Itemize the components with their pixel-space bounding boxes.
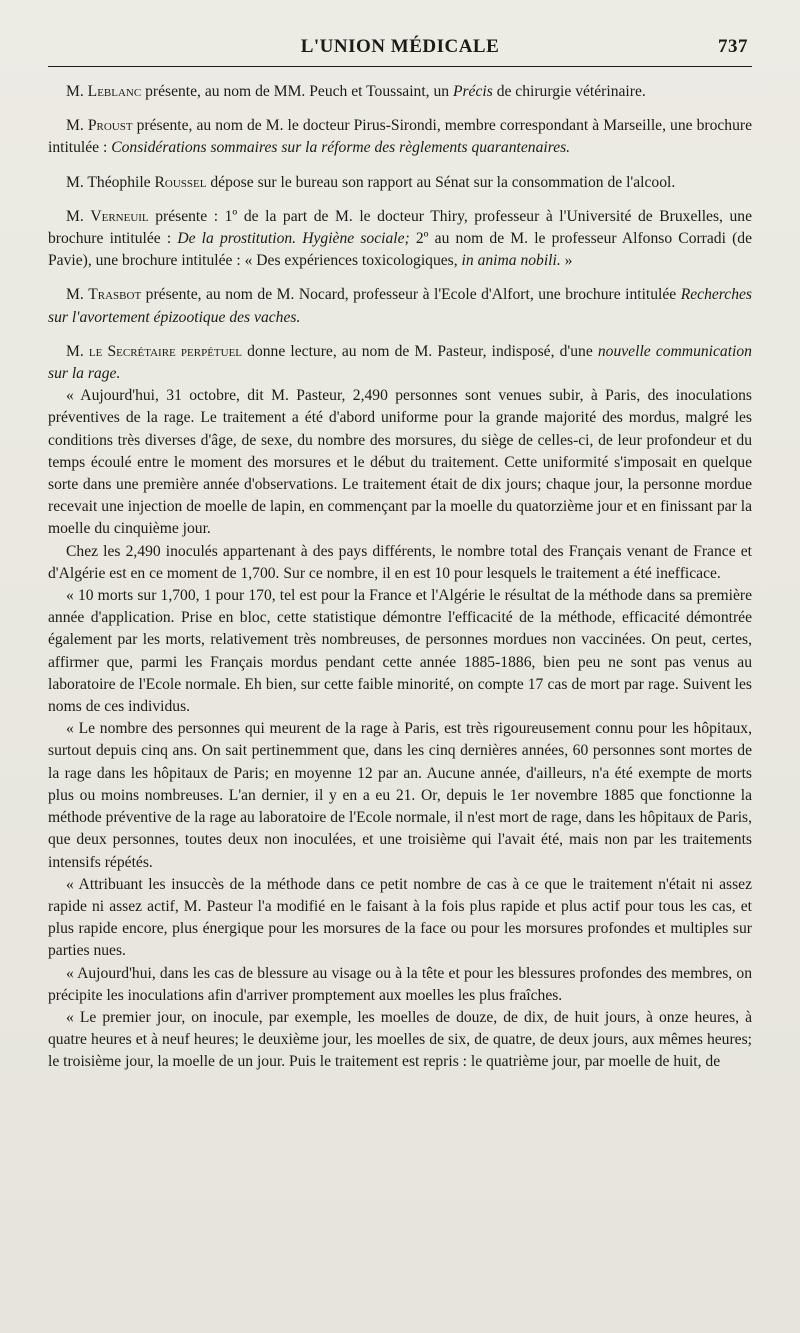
paragraph: « 10 morts sur 1,700, 1 pour 170, tel est pour la France et l'Algérie le résultat de la méthode dans sa première année d'application. Prise en bloc, cette statistique démontre l'efficacité de la méthode, efficacité démontrée également par les morts, relativement très nombreuses, de personnes mordues non vaccinées. On peut, certes, affirmer que, parmi les Français mordus pendant cette année 1885-1886, bien peu ne sont pas venus au laboratoire de l'Ecole normale. Eh bien, sur cette faible minorité, on compte 17 cas de mort par rage. Suivent les noms de ces individus. (48, 587, 752, 716)
paragraph: Chez les 2,490 inoculés appartenant à des pays différents, le nombre total des Français venant de France et d'Algérie est en ce moment de 1,700. Sur ce nombre, il en est 10 pour lesquels le traitement a été inefficace. (48, 542, 752, 582)
page-number: 737 (718, 36, 748, 57)
article-body (48, 81, 752, 1074)
header-rule (48, 66, 752, 67)
speaker-name: Trasbot (88, 286, 142, 304)
book-title: Recherches sur l'avortement épizootique des vaches. (48, 286, 752, 326)
journal-title: L'UNION MÉDICALE (300, 36, 500, 57)
running-header (48, 30, 752, 64)
book-title: in anima nobili. (461, 252, 561, 270)
paragraph: « Le nombre des personnes qui meurent de la rage à Paris, est très rigoureusement connu pour les hôpitaux, surtout depuis cinq ans. On sait pertinemment que, dans les cinq dernières années, 60 personnes sont mortes de la rage dans les hôpitaux de Paris; en moyenne 12 par an. Aucune année, d'ailleurs, n'a été exempte de morts plus ou moins nombreuses. L'an dernier, il y en a eu 21. Or, depuis le 1er novembre 1885 que fonctionne la méthode préventive de la rage au laboratoire de l'Ecole normale, il n'est mort de rage, dans les hôpitaux de Paris, que deux personnes, toutes deux non inoculées, et une troisième qui l'avait été, mais non par les traitements intensifs répétés. (48, 720, 752, 871)
book-title: De la prostitution. Hygiène sociale; (177, 230, 410, 248)
entry-leblanc: M. Leblanc présente, au nom de MM. Peuch et Toussaint, un Précis de chirurgie vétérinaire. (66, 83, 646, 100)
book-title: Précis (452, 83, 493, 100)
communication-title: nouvelle communication sur la rage. (48, 342, 752, 383)
paragraph: « Aujourd'hui, 31 octobre, dit M. Pasteur, 2,490 personnes sont venues subir, à Paris, des inoculations préventives de la rage. Le traitement a été d'abord uniforme pour la grande majorité des mordus, malgré les conditions très diverses d'âge, de sexe, du nombre des morsures, du siège de celles-ci, de leur profondeur et du temps écoulé entre le moment des morsures et le début du traitement. Cette uniformité s'imposait en quelque sorte dans une première année d'observations. Le traitement était de dix jours; chaque jour, la personne mordue recevait une injection de moelle de lapin, en commençant par la moelle du quatorzième jour et en finissant par la moelle du cinquième jour. (48, 387, 752, 538)
secretary-intro: M. le Secrétaire perpétuel donne lecture, au nom de M. Pasteur, indisposé, d'une nouvelle communication sur la rage. (48, 342, 752, 383)
speaker-name: Verneuil (90, 207, 149, 225)
paragraph: « Le premier jour, on inocule, par exemple, les moelles de douze, de dix, de huit jours, à onze heures, à quatre heures et à neuf heures; le deuxième jour, les moelles de six, de quatre, de deux jours, aux mêmes heures; le troisième jour, la moelle de un jour. Puis le traitement est repris : le quatrième jour, par moelle de huit, de (48, 1008, 752, 1071)
entry-verneuil: M. Verneuil présente : 1º de la part de M. le docteur Thiry, professeur à l'Université de Bruxelles, une brochure intitulée : De la prostitution. Hygiène sociale; 2º au nom de M. le professeur Alfonso Corradi (de Pavie), une brochure intitulée : « Des expériences toxicologiques, in anima nobili. » (48, 207, 752, 270)
entry-roussel: M. Théophile Roussel dépose sur le bureau son rapport au Sénat sur la consommation de l'alcool. (66, 173, 676, 191)
paragraph: « Attribuant les insuccès de la méthode dans ce petit nombre de cas à ce que le traitement n'était ni assez rapide ni assez actif, M. Pasteur l'a modifié en le faisant à la fois plus rapide et plus actif pour tous les cas, et plus rapide encore, plus énergique pour les morsures de la face ou pour les morsures profondes et multiples sur parties nues. (48, 875, 752, 960)
speaker-name: Proust (87, 117, 133, 135)
speaker-name: Leblanc (87, 83, 142, 100)
speaker-name: le Secrétaire perpétuel (88, 342, 243, 360)
entry-proust: M. Proust présente, au nom de M. le docteur Pirus-Sirondi, membre correspondant à Marseille, une brochure intitulée : Considérations sommaires sur la réforme des règlements quarantenaires. (48, 117, 752, 157)
speaker-name: Roussel (154, 173, 207, 191)
entry-trasbot: M. Trasbot présente, au nom de M. Nocard, professeur à l'Ecole d'Alfort, une brochure intitulée Recherches sur l'avortement épizootique des vaches. (48, 286, 752, 326)
paragraph: « Aujourd'hui, dans les cas de blessure au visage ou à la tête et pour les blessures profondes des membres, on précipite les inoculations afin d'arriver promptement aux moelles les plus fraîches. (48, 964, 752, 1004)
book-title: Considérations sommaires sur la réforme des règlements quarantenaires. (111, 139, 571, 157)
